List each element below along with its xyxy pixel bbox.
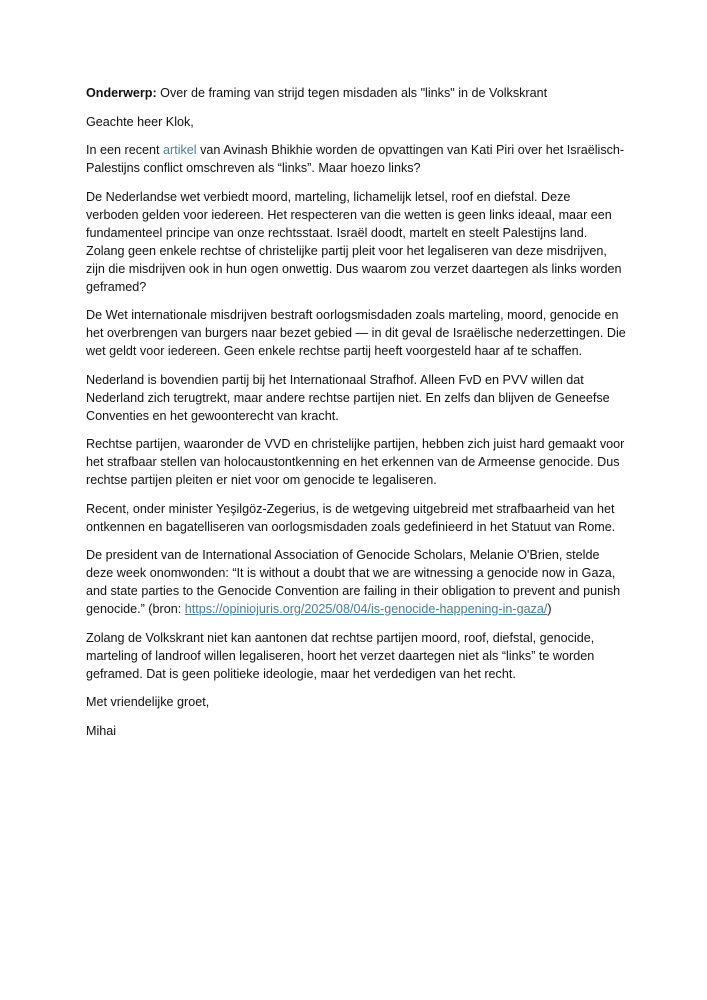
paragraph-genocide-scholars — [86, 546, 626, 618]
article-link[interactable]: artikel — [163, 143, 197, 157]
salutation: Geachte heer Klok, — [86, 114, 194, 129]
subject-label: Onderwerp: — [86, 86, 157, 100]
paragraph-conclusion: Zolang de Volkskrant niet kan aantonen dat rechtse partijen moord, roof, diefstal, genocide, marteling of landroof willen legaliseren, hoort het verzet daartegen niet als “links” te worden geframed. Dat is geen politieke ideologie, maar het verdedigen van het recht. — [86, 630, 595, 681]
letter-page — [86, 84, 626, 750]
paragraph-dutch-law: De Nederlandse wet verbiedt moord, marteling, lichamelijk letsel, roof en diefstal. Deze verboden gelden voor iedereen. Het respecteren van die wetten is geen links ideaal, maar een fundamenteel principe van onze rechtsstaat. Israël doodt, martelt en steelt Palestijns land. Zolang geen enkele rechtse of christelijke partij pleit voor het legaliseren van deze misdrijven, zijn die misdrijven ook in hun ogen onwettig. Dus waarom zou verzet daartegen als links worden geframed? — [86, 189, 622, 294]
paragraph-international-crimes: De Wet internationale misdrijven bestraft oorlogsmisdaden zoals marteling, moord, genocide en het overbrengen van burgers naar bezet gebied — in dit geval de Israëlische nederzettingen. Die wet geldt voor iedereen. Geen enkele rechtse partij heeft voorgesteld haar af te schaffen. — [86, 308, 626, 358]
subject-line — [86, 84, 626, 102]
source-link[interactable]: https://opiniojuris.org/2025/08/04/is-genocide-happening-in-gaza/ — [184, 602, 548, 616]
intro-text-before: In een recent — [86, 143, 164, 157]
signature: Mihai — [86, 723, 117, 738]
paragraph-recent-law: Recent, onder minister Yeşilgöz-Zegerius, is de wetgeving uitgebreid met strafbaarheid van het ontkennen en bagatelliseren van oorlogsmisdaden zoals gedefinieerd in het Statuut van Rome. — [86, 501, 616, 534]
closing: Met vriendelijke groet, — [86, 695, 210, 709]
paragraph-right-parties: Rechtse partijen, waaronder de VVD en christelijke partijen, hebben zich juist hard gemaakt voor het strafbaar stellen van holocaustontkenning en het erkennen van de Armeense genocide. Dus rechtse partijen pleiten er niet voor om genocide te legaliseren. — [86, 437, 625, 487]
quote-close: ) — [547, 602, 552, 616]
paragraph-intro — [86, 141, 626, 177]
paragraph-icc: Nederland is bovendien partij bij het Internationaal Strafhof. Alleen FvD en PVV willen dat Nederland zich terugtrekt, maar andere rechtse partijen niet. En zelfs dan blijven de Geneefse Conventies en het gewoonterecht van kracht. — [86, 372, 610, 423]
quote-text: De president van de International Association of Genocide Scholars, Melanie O'Brien, stelde deze week onomwonden: “It is without a doubt that we are witnessing a genocide now in Gaza, and state parties to the Genocide Convention are failing in their obligation to prevent and punish genocide.” (bron: — [86, 548, 621, 616]
subject-text: Over de framing van strijd tegen misdaden als "links" in de Volkskrant — [156, 86, 548, 100]
intro-text-after: van Avinash Bhikhie worden de opvattingen van Kati Piri over het Israëlisch-Palestijns conflict omschreven als “links”. Maar hoezo links? — [86, 143, 625, 175]
